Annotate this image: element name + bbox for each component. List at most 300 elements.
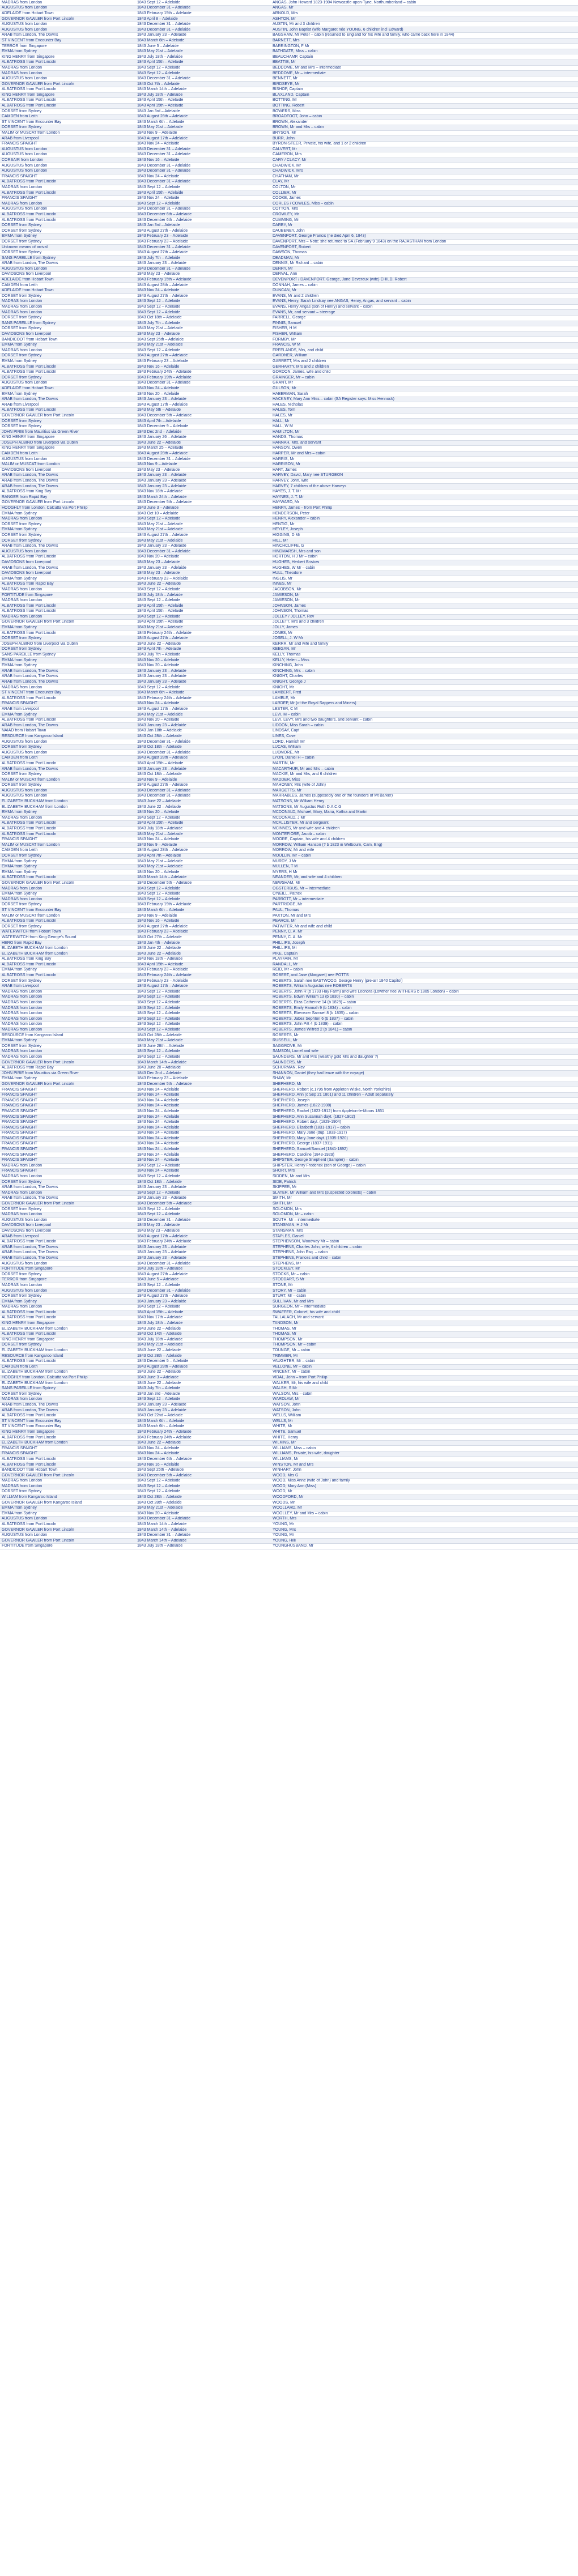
ship-cell: GOVERNOR GAWLER from Kangaroo Island [0,1500,135,1506]
ship-cell: ARAB from Liverpool [0,136,135,142]
passenger-cell: HORTON, H J Mr – cabin [271,555,578,560]
arrival-date-cell: 1843 May 21st – Adelaide [135,1038,271,1044]
ship-cell: EMMA from Sydney [0,391,135,397]
table-row [0,114,578,120]
ship-cell: NAIAD from Hobart Town [0,729,135,734]
passenger-cell: KERRR, Mr and wife and family [271,641,578,647]
arrival-date-cell: 1843 Sept 12 – Adelaide [135,0,271,6]
ship-cell: DORSET from Sydney [0,636,135,641]
ship-cell: ARAB from Liverpool [0,1234,135,1240]
ship-cell: AUGUSTUS from London [0,147,135,152]
arrival-date-cell: 1843 May 21st – Adelaide [135,538,271,544]
table-row [0,712,578,718]
ship-cell: WILLIAM from Kangaroo Island [0,1494,135,1500]
arrival-date-cell: 1843 June 22 – Adelaide [135,951,271,957]
passenger-cell: PARTRIDGE, Mr [271,902,578,908]
table-row [0,978,578,984]
table-row [0,609,578,615]
arrival-date-cell: 1843 May 23 – Adelaide [135,467,271,473]
passenger-cell: WALKER, Mr, his wife and child [271,1381,578,1386]
arrival-date-cell: 1843 December 5th – Adelaide [135,1201,271,1207]
ship-cell: DORSET from Sydney [0,1489,135,1495]
ship-cell: CAMDEN from Leith [0,1364,135,1370]
passenger-cell: WALSON, Mrs – cabin [271,1391,578,1397]
passenger-cell: CROWLEY, Mr [271,212,578,218]
ship-cell: TERROR from Singapore [0,1278,135,1283]
passenger-cell: LAMBERT, Fred [271,690,578,696]
ship-cell: ARAB from London, The Downs [0,1402,135,1408]
arrival-date-cell: 1843 December 31 – Adelaide [135,1288,271,1294]
passenger-cell: HAYNES, J. T. Mr [271,495,578,500]
table-row [0,1119,578,1125]
arrival-date-cell: 1843 Sept 12 – Adelaide [135,1479,271,1484]
arrival-date-cell: 1843 Oct 28th – Adelaide [135,1033,271,1038]
ship-cell: MADRAS from London [0,587,135,593]
ship-cell: MADRAS from London [0,1022,135,1028]
passenger-cell: STONE, Mr [271,1283,578,1288]
passenger-cell: HEYLEY, Joseph [271,527,578,533]
passenger-cell: MYERS, H Mr [271,870,578,875]
passenger-cell: ROBERTS, Sarah nee EASTWOOD, George Henry (pre-arr 1840 Capitol) [271,978,578,984]
table-row [0,1174,578,1180]
arrival-date-cell: 1843 Nov 24 – Adelaide [135,195,271,201]
ship-cell: ARAB from Liverpool [0,402,135,408]
ship-cell: EMMA from Sydney [0,810,135,815]
passenger-cell: SLATER, Mr William and Mrs (suspected colonists) – cabin [271,1190,578,1196]
table-row [0,1245,578,1250]
table-row [0,1511,578,1517]
passenger-cell: WOODFORD, Mr [271,1494,578,1500]
table-row [0,304,578,310]
arrival-date-cell: 1843 June 22 – Adelaide [135,440,271,446]
passenger-cell: GARRETT, Mrs and 2 children [271,359,578,364]
ship-cell: MADRAS from London [0,1174,135,1180]
passenger-cell: WATSON, John [271,1408,578,1413]
passenger-cell: JAMIESON, Mr [271,593,578,598]
arrival-date-cell: 1843 December 5th – Adelaide [135,1473,271,1479]
ship-cell: DAVIDSONS from Liverpool [0,570,135,576]
arrival-date-cell: 1843 August 27th – Adelaide [135,354,271,359]
arrival-date-cell: 1843 February 24th – Adelaide [135,1429,271,1435]
arrival-date-cell: 1843 December 31 – Adelaide [135,245,271,250]
arrival-date-cell: 1843 March 24th – Adelaide [135,495,271,500]
ship-cell: AUGUSTUS from London [0,549,135,555]
table-row [0,848,578,854]
table-row [0,658,578,663]
table-row [0,1038,578,1044]
table-row [0,1517,578,1522]
passenger-cell: HABERMAN, Sarah [271,391,578,397]
ship-cell: DORSET from Sydney [0,783,135,789]
arrival-date-cell: 1843 August 27th – Adelaide [135,228,271,234]
passenger-cell: SHIPSTER, Henry Frederick (son of George) – cabin [271,1163,578,1169]
ship-cell: FORTITUDE from Singapore [0,1266,135,1272]
ship-cell: ALBATROSS from Port Lincoln [0,1522,135,1527]
table-row [0,38,578,44]
ship-cell: KING HENRY from Singapore [0,446,135,452]
table-row [0,1343,578,1348]
ship-cell: ALBATROSS from Port Lincoln [0,609,135,615]
arrival-date-cell: 1843 Sept 12 – Adelaide [135,1397,271,1403]
arrival-date-cell: 1843 August 27th – Adelaide [135,636,271,641]
passenger-cell: ROBERTS, William Augustus nee ROBERTS [271,983,578,989]
arrival-date-cell: 1843 January 23 – Adelaide [135,1408,271,1413]
ship-cell: FRANCIS SPAIGHT [0,141,135,147]
ship-cell: ADELAIDE from Hobart Town [0,386,135,391]
ship-cell: DORSET from Sydney [0,924,135,930]
passenger-cell: PENNY, C. A. Mr [271,935,578,940]
passenger-cell: DUNCAN, Mr [271,288,578,293]
arrival-date-cell: 1843 Oct 28th – Adelaide [135,1500,271,1506]
arrival-date-cell: 1843 Sept 12 – Adelaide [135,815,271,821]
table-row [0,195,578,201]
passenger-cell: SIDDEN, Mr and Mrs [271,1174,578,1180]
arrival-date-cell: 1843 Nov 24 – Adelaide [135,1109,271,1114]
arrival-date-cell: 1843 Sept 12 – Adelaide [135,1022,271,1028]
ship-cell: EMMA from Sydney [0,49,135,54]
ship-cell: JOSEPH ALBINO from Liverpool via Dublin [0,440,135,446]
passenger-cell: SHEPHERD, Mary Jane (dup. 1833-1917) [271,1131,578,1136]
ship-cell: Unknown means of arrival [0,245,135,250]
table-row [0,570,578,576]
ship-cell: EMMA from Sydney [0,342,135,348]
passenger-cell: WOOLLARD, Mr [271,1505,578,1511]
table-row [0,1293,578,1299]
table-row [0,419,578,424]
passenger-cell: ROBERTS, Mr [271,1033,578,1038]
table-row [0,1114,578,1120]
passenger-cell: FREELANDS, Mrs, and child [271,348,578,354]
arrival-date-cell: 1843 December 6th – Adelaide [135,218,271,223]
table-row [0,1228,578,1234]
ship-cell: MADRAS from London [0,995,135,1000]
table-row [0,1544,578,1549]
passenger-cell: KELLY, Thomas [271,652,578,658]
arrival-date-cell: 1843 Nov 17th – Adelaide [135,1315,271,1321]
table-row [0,375,578,381]
passenger-cell: DENNIS, Mr Richard – cabin [271,261,578,267]
table-row [0,614,578,620]
passenger-cell: HULL, Theodore [271,570,578,576]
table-row [0,1104,578,1109]
arrival-date-cell: 1843 July 18th – Adelaide [135,1266,271,1272]
passenger-cell: CALVERT, Mr [271,147,578,152]
passenger-cell: SWAFFER, Colonel, his wife and child [271,1310,578,1315]
ship-cell: GOVERNOR GAWLER from Port Lincoln [0,1538,135,1544]
arrival-date-cell: 1843 Sept 12 – Adelaide [135,1000,271,1006]
table-row [0,647,578,653]
table-row [0,1098,578,1104]
table-row [0,794,578,799]
passenger-cell: COLLIER, Mr [271,190,578,196]
passenger-cell: WATSON, John [271,1402,578,1408]
table-row [0,424,578,429]
arrival-date-cell: 1843 Oct 28th – Adelaide [135,1494,271,1500]
ship-cell: GOVERNOR GAWLER from Port Lincoln [0,620,135,625]
arrival-date-cell: 1843 May 21st – Adelaide [135,125,271,131]
arrival-date-cell: 1843 Sept 12 – Adelaide [135,348,271,354]
table-row [0,33,578,39]
arrival-date-cell: 1843 July 18th – Adelaide [135,593,271,598]
arrival-date-cell: 1843 February 24th – Adelaide [135,631,271,636]
arrival-date-cell: 1843 Sept 12 – Adelaide [135,65,271,71]
passenger-cell: MCINNES, Mr and wife and 4 children [271,826,578,832]
arrival-date-cell: 1843 February 24th – Adelaide [135,696,271,701]
ship-cell: CAMDEN from Leith [0,451,135,457]
table-row [0,489,578,495]
arrival-date-cell: 1843 Jan 3rd – Adelaide [135,109,271,114]
table-row [0,157,578,163]
passenger-cell: SHORT, Mrs [271,1169,578,1174]
passenger-cell: SHEPHERD, Robert (c.1795 from Appleton Wiske, North Yorkshire) [271,1087,578,1093]
arrival-date-cell: 1843 January 23 – Adelaide [135,1196,271,1202]
passenger-cell: TOUNGE, Mr – cabin [271,1348,578,1353]
ship-cell: AUGUSTUS from London [0,1532,135,1538]
table-row [0,1457,578,1462]
passenger-cell: JOHNSON, Thomas [271,609,578,615]
passenger-cell: ROBERTS, Emily Hannah 9 (b 1834) – cabin [271,1006,578,1011]
arrival-date-cell: 1843 Oct 18th – Adelaide [135,1180,271,1185]
arrival-date-cell: 1843 March 14th – Adelaide [135,1527,271,1533]
table-row [0,462,578,467]
table-row [0,1006,578,1011]
ship-cell: ELIZABETH BUCKHAM from London [0,1381,135,1386]
ship-cell: HERO from Rapid Bay [0,940,135,946]
ship-cell: DORSET from Sydney [0,853,135,859]
arrival-date-cell: 1843 Sept 12 – Adelaide [135,1054,271,1060]
ship-cell: MADRAS from London [0,1283,135,1288]
table-row [0,92,578,98]
arrival-date-cell: 1843 Sept 12 – Adelaide [135,71,271,76]
passenger-cell: SHEPHERD, Mr [271,1082,578,1087]
table-row [0,1359,578,1364]
table-row [0,440,578,446]
table-row [0,413,578,419]
passenger-cell: VIDAL, John – from Port Phillip [271,1375,578,1381]
ship-cell: EMMA from Sydney [0,870,135,875]
table-row [0,1408,578,1413]
arrival-date-cell: 1843 June 22 – Adelaide [135,641,271,647]
passenger-cell: YOUNG, Mr [271,1522,578,1527]
table-row [0,1082,578,1087]
passenger-cell: CLAY, Mr [271,180,578,185]
ship-cell: ALBATROSS from Port Lincoln [0,717,135,723]
arrival-date-cell: 1843 Nov 20 – Adelaide [135,555,271,560]
arrival-date-cell: 1843 Nov 16 – Adelaide [135,918,271,924]
ship-cell: WATERWITCH from Hobart Town [0,930,135,935]
table-row [0,1201,578,1207]
table-row [0,331,578,337]
table-row [0,799,578,804]
arrival-date-cell: 1843 February 23 – Adelaide [135,359,271,364]
ship-cell: ALBATROSS from King Bay [0,489,135,495]
arrival-date-cell: 1843 July 18th – Adelaide [135,54,271,60]
passenger-cell: VINCENT, Mr – cabin [271,1370,578,1376]
ship-cell: FORTITUDE from Singapore [0,593,135,598]
passenger-cell: HALES, Tom [271,408,578,414]
table-row [0,587,578,593]
passenger-cell: HENRY, Alexander – cabin [271,516,578,522]
ship-cell: ARAB from London, The Downs [0,1185,135,1190]
arrival-date-cell: 1843 April 15th – Adelaide [135,603,271,609]
table-row [0,109,578,114]
ship-cell: WATERWITCH from King George's Sound [0,935,135,940]
arrival-date-cell: 1843 Nov 24 – Adelaide [135,701,271,707]
arrival-date-cell: 1843 Nov 16 – Adelaide [135,157,271,163]
table-row [0,386,578,391]
table-row [0,875,578,881]
table-row [0,761,578,767]
passenger-cell: DARBY, Mr [271,223,578,228]
ship-cell: TERROR from Singapore [0,44,135,49]
arrival-date-cell: 1843 May 21st – Adelaide [135,527,271,533]
arrival-date-cell: 1843 Nov 24 – Adelaide [135,837,271,842]
arrival-date-cell: 1843 June 3 – Adelaide [135,505,271,511]
passenger-cell: CHATHAM, Mr [271,174,578,180]
arrival-date-cell: 1843 Nov 24 – Adelaide [135,1114,271,1120]
ship-cell: MADRAS from London [0,685,135,691]
ship-cell: DORSET from Sydney [0,326,135,332]
ship-cell: MADRAS from London [0,1027,135,1033]
table-row [0,174,578,180]
arrival-date-cell: 1843 Nov 20 – Adelaide [135,810,271,815]
passenger-cell: BLAXLAND, Captain [271,92,578,98]
passenger-cell: LESTER, C M [271,706,578,712]
passenger-cell: FRANCIS, W M [271,342,578,348]
passenger-cell: ROBERTS, John R (b 1793 Hay Farm) and wife Leonora (Lowther nee WITHERS b 1805 London) – cabin [271,989,578,995]
passenger-cell: LARDEP, Mr (of the Royal Sappers and Miners) [271,701,578,707]
table-row [0,908,578,913]
ship-cell: MADRAS from London [0,614,135,620]
arrival-date-cell: 1843 February 15th – Adelaide [135,277,271,283]
passenger-cell: HILL, Mr [271,538,578,544]
ship-cell: ELIZABETH BUCKHAM from London [0,1348,135,1353]
table-row [0,310,578,316]
arrival-date-cell: 1843 February 23 – Adelaide [135,239,271,245]
table-row [0,76,578,82]
ship-cell: AUGUSTUS from London [0,207,135,212]
table-row [0,1196,578,1202]
ship-cell: FRANCIS SPAIGHT [0,1104,135,1109]
ship-cell: ALBATROSS from Port Lincoln [0,364,135,370]
table-row [0,897,578,902]
arrival-date-cell: 1843 Sept 12 – Adelaide [135,516,271,522]
table-row [0,669,578,674]
ship-cell: GOVERNOR GAWLER from Port Lincoln [0,1060,135,1066]
passenger-cell: DAVENPORT, George Francis (he died April 6, 1843) [271,234,578,240]
table-row [0,1353,578,1359]
arrival-date-cell: 1843 February 24th – Adelaide [135,1239,271,1245]
ship-cell: DORSET from Sydney [0,1044,135,1049]
table-row [0,902,578,908]
arrival-date-cell: 1843 March 25 – Adelaide [135,446,271,452]
table-row [0,1157,578,1163]
table-row [0,1386,578,1391]
arrival-date-cell: 1843 Jan 3rd – Adelaide [135,1391,271,1397]
arrival-date-cell: 1843 February 23 – Adelaide [135,930,271,935]
passenger-cell: HARPER, Mr and Mrs – cabin [271,451,578,457]
passenger-cell: DERVAL, Ann [271,272,578,278]
ship-cell: ELIZABETH BUCKHAM from London [0,951,135,957]
passenger-cell: JAMIESON, Mr [271,598,578,603]
arrival-date-cell: 1843 Nov 16 – Adelaide [135,364,271,370]
arrival-date-cell: 1843 February 23 – Adelaide [135,1076,271,1082]
table-row [0,1060,578,1066]
arrival-date-cell: 1843 Nov 20 – Adelaide [135,1511,271,1517]
passenger-cell: STANSMAN, H J Mr [271,1223,578,1229]
passenger-cell: HALES, Mr [271,413,578,419]
arrival-date-cell: 1843 Sept 12 – Adelaide [135,304,271,310]
passenger-cell: SHEPHERD, Mary Jane dayt. (1835-1920) [271,1136,578,1142]
ship-cell: ARAB from London, The Downs [0,397,135,402]
table-row [0,429,578,435]
arrival-date-cell: 1843 July 7th – Adelaide [135,321,271,326]
arrival-date-cell: 1843 Jan 18th – Adelaide [135,729,271,734]
ship-cell: ALBATROSS from Port Lincoln [0,98,135,104]
passenger-cell: HAMILTON, Mr [271,429,578,435]
passenger-cell: INGLIS, Mr [271,576,578,582]
ship-cell: ARAB from London, The Downs [0,767,135,772]
ship-cell: DAVIDSONS from Liverpool [0,331,135,337]
arrival-date-cell: 1843 Sept 12 – Adelaide [135,989,271,995]
ship-cell: GOVERNOR GAWLER from Port Lincoln [0,1082,135,1087]
arrival-date-cell: 1843 Sept 12 – Adelaide [135,1283,271,1288]
arrival-date-cell: 1843 Sept 12 – Adelaide [135,587,271,593]
ship-cell: DAVIDSONS from Liverpool [0,272,135,278]
table-row [0,266,578,272]
table-row [0,272,578,278]
passenger-cell: SHEPHERD, George (1837-1911) [271,1142,578,1147]
table-row [0,1337,578,1343]
arrival-date-cell: 1843 February 23 – Adelaide [135,968,271,973]
table-row [0,1169,578,1174]
passenger-cell: KNIGHT, George J [271,679,578,685]
table-row [0,1109,578,1114]
ship-cell: ALBATROSS from Port Lincoln [0,1435,135,1441]
arrival-date-cell: 1843 March 14th – Adelaide [135,87,271,93]
passenger-cell: SHEPHERD, Rachel (1823-1912) from Appleton-le-Moors 1851 [271,1109,578,1114]
arrival-date-cell: 1843 January 23 – Adelaide [135,1250,271,1256]
ship-cell: GOVERNOR GAWLER from Port Lincoln [0,16,135,22]
ship-cell: JOSEPH ALBINO from Liverpool via Dublin [0,641,135,647]
passenger-cell: HALL, Mr [271,419,578,424]
table-row [0,832,578,837]
passenger-cell: WELLS, Mr [271,1419,578,1424]
passenger-cell: THOMAS, Mr [271,1326,578,1332]
table-row [0,983,578,989]
ship-cell: ELIZABETH BUCKHAM from London [0,1370,135,1376]
passenger-cell: MOULLIN, Mr – cabin [271,853,578,859]
passenger-cell: PHILLIPS, Joseph [271,940,578,946]
ship-cell: ALBATROSS from Port Lincoln [0,1310,135,1315]
table-row [0,1527,578,1533]
ship-cell: DAVIDSONS from Liverpool [0,560,135,565]
table-row [0,1364,578,1370]
ship-cell: ALBATROSS from Port Lincoln [0,875,135,881]
passenger-cell: MORROW, William Hanson (? b 1823 in Welbourn, Cam, Eng) [271,842,578,848]
table-row [0,288,578,293]
passenger-cell: BOWERS, Miss [271,109,578,114]
table-row [0,1348,578,1353]
arrival-date-cell: 1843 April 15th – Adelaide [135,60,271,66]
ship-cell: GOVERNOR GAWLER from Port Lincoln [0,1201,135,1207]
passenger-cell: HARVEY, 7 children of the above Harveys [271,484,578,489]
table-row [0,603,578,609]
arrival-date-cell: 1843 February 24th – Adelaide [135,973,271,978]
arrival-date-cell: 1843 December 31 – Adelaide [135,22,271,27]
ship-cell: ELIZABETH BUCKHAM from London [0,1326,135,1332]
passenger-cell: HUGHES, W Mr – cabin [271,565,578,571]
